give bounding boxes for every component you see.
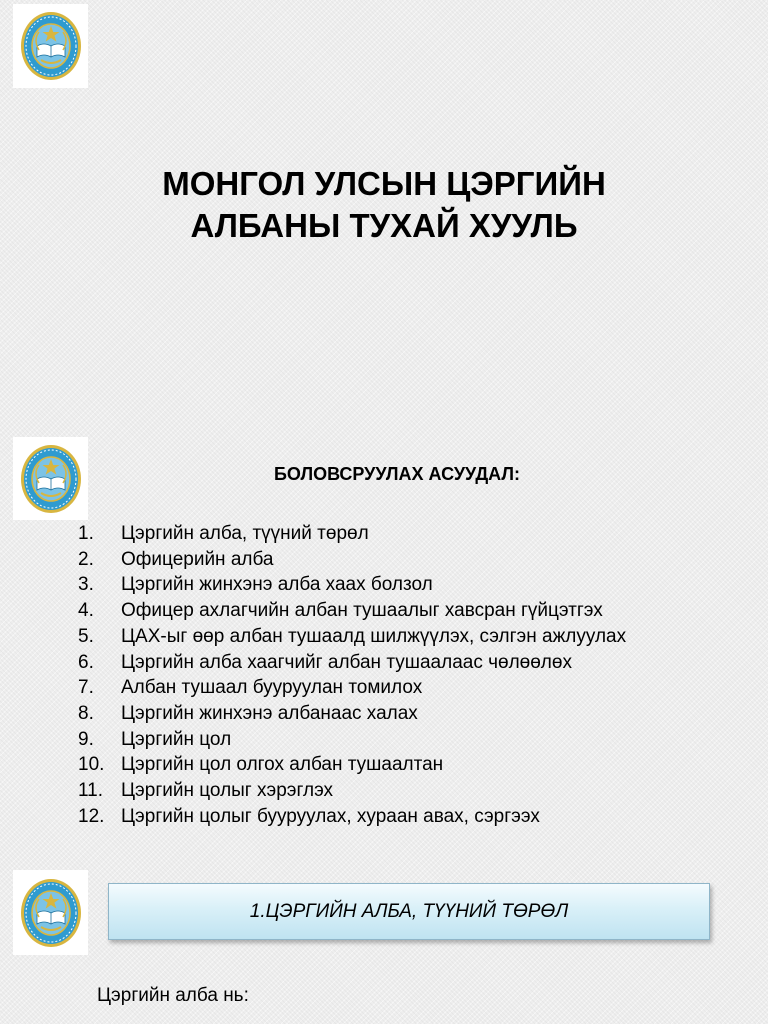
list-item-number: 5. — [78, 625, 94, 647]
list-item-text: Цэргийн жинхэнэ албанаас халах — [121, 702, 418, 724]
list-item — [78, 598, 626, 624]
list-item-number: 7. — [78, 677, 94, 699]
document-title-line-2: АЛБАНЫ ТУХАЙ ХУУЛЬ — [190, 207, 578, 244]
list-item-text: Офицерийн алба — [121, 548, 274, 570]
list-item-text: Цэргийн цол олгох албан тушаалтан — [121, 754, 444, 776]
list-item-number: 10. — [78, 754, 105, 776]
list-item-text: ЦАХ-ыг өөр албан тушаалд шилжүүлэх, сэлгэн ажлуулах — [121, 625, 627, 647]
emblem-logo — [13, 4, 88, 88]
list-item-text: Цэргийн цолыг хэрэглэх — [121, 780, 334, 802]
section-heading: БОЛОВСРУУЛАХ АСУУДАЛ: — [273, 464, 520, 484]
emblem-logo-icon — [19, 10, 83, 82]
list-item-text: Цэргийн цолыг бууруулах, хураан авах, сэргээх — [121, 805, 540, 827]
list-item — [78, 778, 626, 804]
list-item-number: 8. — [78, 702, 94, 724]
topic-heading-box — [108, 883, 710, 940]
document-title-line-1: МОНГОЛ УЛСЫН ЦЭРГИЙН — [162, 165, 606, 202]
list-item-text: Офицер ахлагчийн албан тушаалыг хавсран гүйцэтгэх — [121, 600, 603, 622]
question-list — [78, 521, 626, 829]
list-item-number: 6. — [78, 651, 94, 673]
list-item-text: Цэргийн алба, түүний төрөл — [121, 523, 369, 544]
emblem-logo-icon — [19, 877, 83, 949]
list-item — [78, 572, 626, 598]
list-item-text: Цэргийн жинхэнэ алба хаах болзол — [121, 574, 433, 596]
list-item-number: 12. — [78, 805, 105, 827]
list-item — [78, 727, 626, 753]
list-item — [78, 804, 626, 830]
list-item — [78, 547, 626, 573]
document-title — [0, 163, 768, 247]
topic-heading-label: 1.ЦЭРГИЙН АЛБА, ТҮҮНИЙ ТӨРӨЛ — [249, 900, 569, 922]
list-item-text: Цэргийн алба хаагчийг албан тушаалаас чөлөөлөх — [121, 651, 572, 673]
body-text: Цэргийн алба нь: — [97, 985, 249, 1006]
list-item-number: 4. — [78, 600, 94, 622]
list-item-text: Цэргийн цол — [121, 728, 232, 750]
emblem-logo — [13, 870, 88, 955]
list-item-number: 2. — [78, 548, 94, 570]
list-item-number: 3. — [78, 574, 94, 596]
list-item — [78, 521, 626, 547]
list-item-number: 11. — [78, 780, 104, 802]
list-item-text: Албан тушаал бууруулан томилох — [121, 677, 423, 699]
list-item — [78, 752, 626, 778]
list-item — [78, 675, 626, 701]
list-item — [78, 701, 626, 727]
list-item — [78, 650, 626, 676]
list-item-number: 9. — [78, 728, 94, 750]
list-item — [78, 624, 626, 650]
list-item-number: 1. — [78, 523, 94, 544]
